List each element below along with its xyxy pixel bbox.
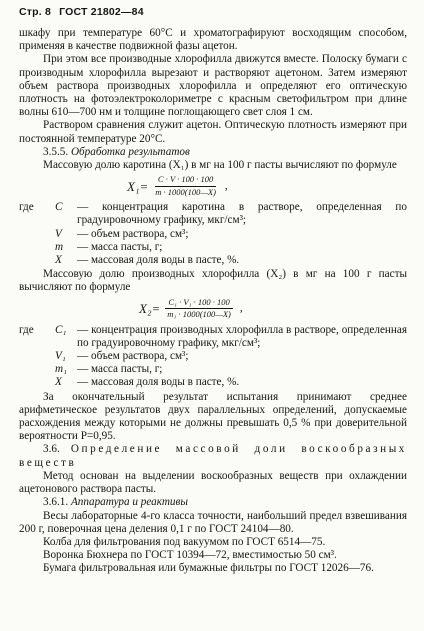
paragraph-carotene-formula-intro: Массовую долю каротина (X₁) в мг на 100 г пасты вычисляют по формуле: [43, 159, 397, 172]
formula-lhs: X₂=: [139, 301, 161, 317]
page-header: [19, 6, 149, 18]
definition-text: — концентрация каротина в растворе, определенная по градуировочному графику, мкг/см³;: [77, 201, 407, 227]
definition-symbol: m₁: [55, 363, 67, 376]
definition-row: [19, 363, 407, 376]
definition-symbol: X: [55, 376, 62, 389]
section-number: 3.5.5.: [43, 145, 69, 158]
variable-definitions-1: [19, 201, 407, 267]
section-number: 3.6.1.: [43, 496, 69, 509]
formula-carotene: [127, 175, 407, 197]
paragraph-filter-paper: Бумага фильтровальная или бумажные фильтры по ГОСТ 12026—76.: [43, 562, 374, 575]
formula-comma: ,: [224, 179, 228, 192]
formula-denominator: m₁ · 1000(100—X): [167, 309, 231, 320]
definition-symbol: C₁: [55, 323, 67, 336]
definition-symbol: V₁: [55, 350, 66, 363]
variable-definitions-2: [19, 324, 407, 390]
page-number: Стр. 8: [19, 6, 52, 18]
paragraph-scales: Весы лабораторные 4-го класса точности, наибольший предел взвешивания 200 г, поверочная цена деления 0,1 г по ГОСТ 24104—80.: [19, 509, 407, 535]
formula-chlorophyll: [139, 298, 407, 320]
formula-fraction: [152, 175, 219, 197]
definition-row: [19, 241, 407, 254]
definition-symbol: X: [55, 254, 62, 267]
definition-symbol: V: [55, 227, 62, 240]
definition-row: [19, 324, 407, 350]
definition-row: [19, 376, 407, 389]
paragraph-funnel: Воронка Бюхнера по ГОСТ 10394—72, вместимостью 50 см³.: [43, 549, 337, 562]
definition-row: [19, 228, 407, 241]
definition-text: — масса пасты, г;: [77, 240, 163, 253]
section-3-6-heading: [19, 443, 407, 469]
definition-text: — масса пасты, г;: [77, 363, 163, 376]
document-body: [19, 27, 407, 576]
definition-row: [19, 254, 407, 267]
paragraph-chlorophyll-formula-intro: Массовую долю производных хлорофилла (X₂) в мг на 100 г пасты вычисляют по формуле: [19, 268, 407, 294]
formula-numerator: C · V · 100 · 100: [155, 175, 216, 187]
definition-symbol: C: [55, 201, 63, 214]
paragraph-chlorophyll-derivatives: При этом все производные хлорофилла движутся вместе. Полоску бумаги с производным хлорофилла вырезают и растворяют ацетоном. Затем измеряют объем раствора производных хлорофилла и определяют его оптическую плотность на фотоэлектроколориметре с красным светофильтром при длине волны 610—700 нм и толщине поглощающего свет слоя 1 см.: [19, 53, 407, 119]
definition-symbol: m: [55, 240, 64, 253]
section-number: 3.6.: [43, 443, 60, 456]
section-title: Определение массовой доли воскообразных веществ: [19, 443, 407, 469]
paragraph-reference-solution: Раствором сравнения служит ацетон. Оптическую плотность измеряют при постоянной температуре 20°С.: [19, 119, 407, 145]
section-3-6-1-heading: [19, 496, 407, 509]
section-title: Обработка результатов: [70, 145, 190, 158]
paragraph-continuation: шкафу при температуре 60°С и хроматографируют восходящим способом, применяя в качестве подвижной фазы ацетон.: [19, 27, 407, 53]
formula-fraction: [164, 298, 234, 320]
where-word: где: [19, 323, 34, 336]
definition-row: [19, 201, 407, 227]
section-title: Аппаратура и реактивы: [70, 496, 188, 509]
formula-lhs: X₁=: [127, 178, 149, 194]
definition-text: — объем раствора, см³;: [77, 227, 189, 240]
definition-text: — массовая доля воды в пасте, %.: [77, 254, 240, 267]
definition-row: [19, 350, 407, 363]
definition-text: — объем раствора, см³;: [77, 350, 189, 363]
paragraph-final-result: За окончательный результат испытания принимают среднее арифметическое результатов двух параллельных определений, допускаемые расхождения между которыми не должны превышать 0,5 % при доверительной вероятности P=0,95.: [19, 390, 407, 443]
definition-text: — концентрация производных хлорофилла в растворе, определенная по градуировочному графику, мкг/см³;: [77, 323, 407, 349]
where-word: где: [19, 201, 34, 214]
formula-denominator: m · 1000(100—X): [155, 186, 216, 197]
standard-code: ГОСТ 21802—84: [59, 6, 144, 18]
paragraph-method-basis: Метод основан на выделении воскообразных веществ при охлаждении ацетонового раствора пасты.: [19, 469, 407, 496]
formula-numerator: C₁ · V₁ · 100 · 100: [165, 298, 232, 310]
formula-comma: ,: [239, 302, 243, 315]
definition-text: — массовая доля воды в пасте, %.: [77, 376, 240, 389]
section-3-5-5-heading: [19, 146, 407, 159]
paragraph-flask: Колба для фильтрования под вакуумом по ГОСТ 6514—75.: [43, 535, 326, 548]
